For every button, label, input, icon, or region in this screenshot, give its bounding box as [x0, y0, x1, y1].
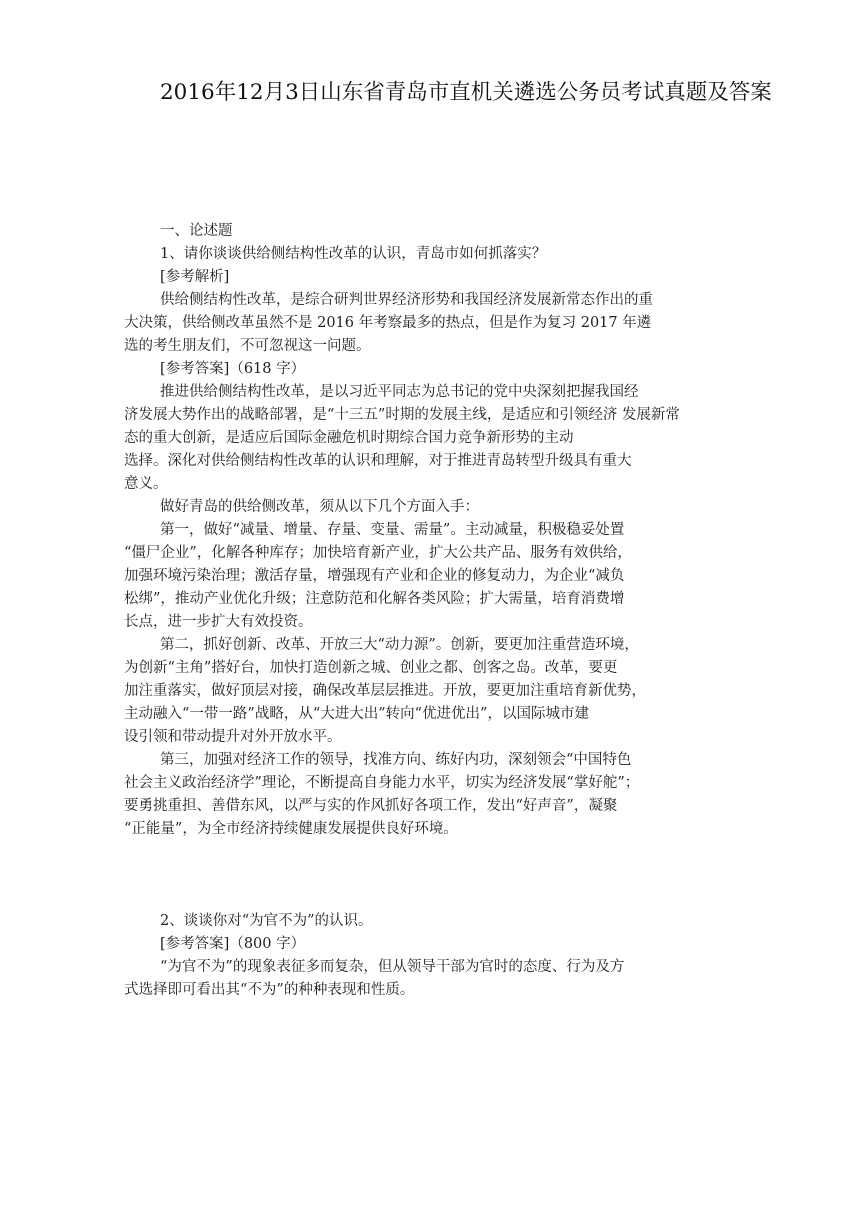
paragraph-line: 选的考生朋友们，不可忽视这一问题。 [124, 338, 371, 354]
paragraph-line: 加强环境污染治理；激活存量，增强现有产业和企业的修复动力，为企业“减负 [124, 568, 625, 584]
section-heading: 一、论述题 [160, 223, 233, 239]
paragraph-line: “为官不为”的现象表征多而复杂，但从领导干部为官时的态度、行为及方 [160, 959, 625, 975]
question-1: 1、请你谈谈供给侧结构性改革的认识，青岛市如何抓落实？ [160, 246, 547, 262]
paragraph-line: “僵尸企业”，化解各种库存；加快培育新产业，扩大公共产品、服务有效供给， [124, 545, 632, 561]
paragraph-line: 态的重大创新，是适应后国际金融危机时期综合国力竞争新形势的主动 [124, 430, 574, 446]
question-2: 2、谈谈你对“为官不为”的认识。 [160, 913, 373, 929]
paragraph-line: 选择。深化对供给侧结构性改革的认识和理解，对于推进青岛转型升级具有重大 [124, 453, 632, 469]
paragraph-line: 松绑”，推动产业优化升级；注意防范和化解各类风险；扩大需量，培育消费增 [124, 591, 625, 607]
paragraph-line: 长点，进一步扩大有效投资。 [124, 614, 313, 630]
paragraph-line: 主动融入“一带一路”战略，从“大进大出”转向“优进优出”，以国际城市建 [124, 706, 589, 722]
answer-label: [参考答案]（800 字） [160, 936, 306, 952]
paragraph-line: 做好青岛的供给侧改革，须从以下几个方面入手： [160, 499, 479, 515]
document-title: 2016年12月3日山东省青岛市直机关遴选公务员考试真题及答案 [160, 80, 772, 105]
paragraph-line: 式选择即可看出其“不为”的种种表现和性质。 [124, 982, 415, 998]
paragraph-line: 供给侧结构性改革，是综合研判世界经济形势和我国经济发展新常态作出的重 [160, 292, 653, 308]
paragraph-line: 要勇挑重担、善借东风，以严与实的作风抓好各项工作，发出“好声音”，凝聚 [124, 798, 618, 814]
paragraph-line: 推进供给侧结构性改革，是以习近平同志为总书记的党中央深刻把握我国经 [160, 384, 639, 400]
paragraph-line: 为创新“主角”搭好台，加快打造创新之城、创业之都、创客之岛。改革，要更 [124, 660, 618, 676]
answer-label: [参考答案]（618 字） [160, 361, 306, 377]
paragraph-line: 第一，做好“减量、增量、存量、变量、需量”。主动减量，积极稳妥处置 [160, 522, 625, 538]
paragraph-line: 济发展大势作出的战略部署，是“十三五”时期的发展主线，是适应和引领经济 发展新常 [124, 407, 680, 423]
analysis-label: [参考解析] [160, 269, 230, 285]
paragraph-line: 第二，抓好创新、改革、开放三大“动力源”。创新，要更加注重营造环境， [160, 637, 639, 653]
paragraph-line: 设引领和带动提升对外开放水平。 [124, 729, 342, 745]
paragraph-line: “正能量”，为全市经济持续健康发展提供良好环境。 [124, 821, 458, 837]
paragraph-line: 第三，加强对经济工作的领导，找准方向、练好内功，深刻领会“中国特色 [160, 752, 632, 768]
paragraph-line: 社会主义政治经济学”理论，不断提高自身能力水平，切实为经济发展“掌好舵”； [124, 775, 640, 791]
paragraph-line: 大决策，供给侧改革虽然不是 2016 年考察最多的热点，但是作为复习 2017 年遴 [124, 315, 652, 331]
paragraph-line: 加注重落实，做好顶层对接，确保改革层层推进。开放，要更加注重培育新优势， [124, 683, 646, 699]
paragraph-line: 意义。 [124, 476, 168, 492]
